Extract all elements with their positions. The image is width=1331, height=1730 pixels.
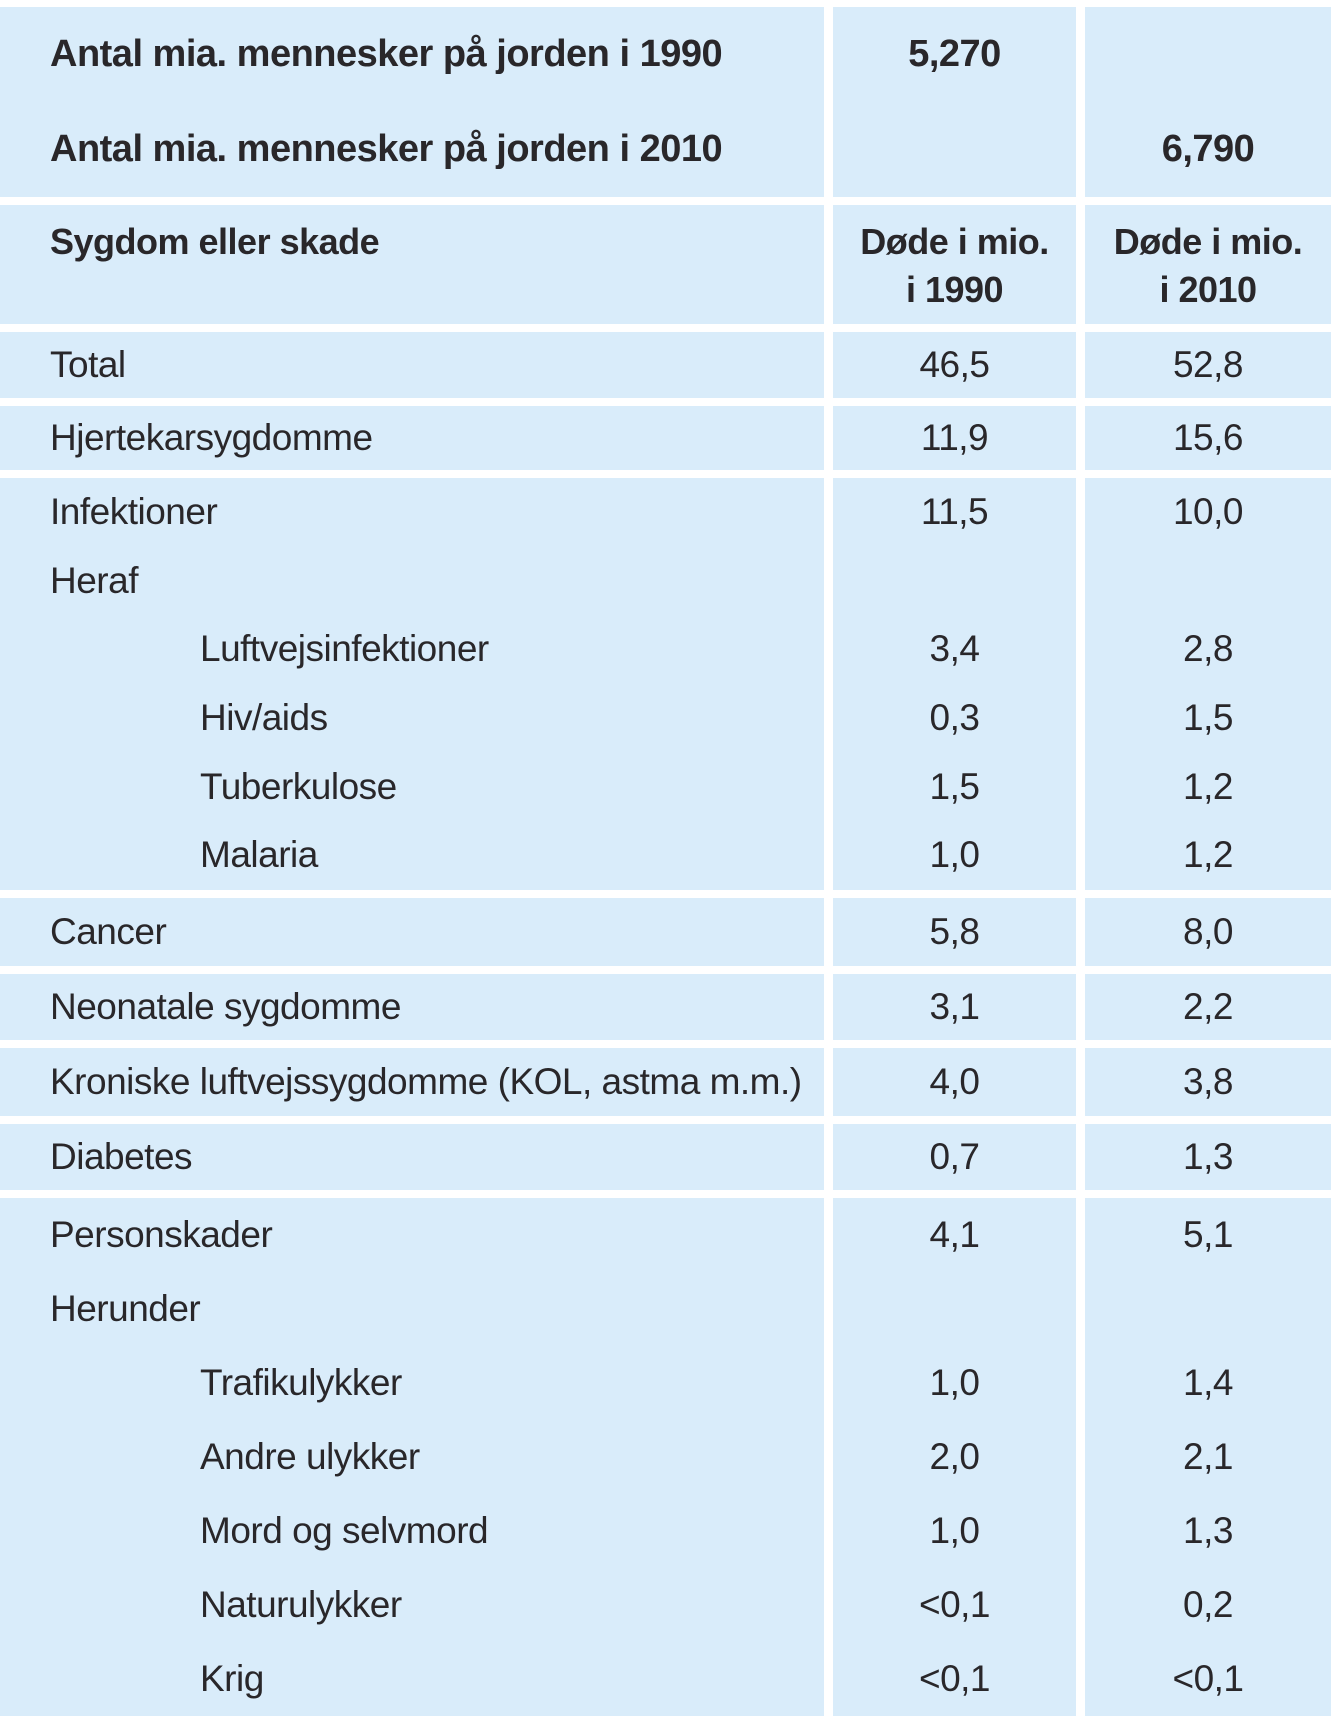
value-1990: 4,1 (833, 1198, 1076, 1272)
neonatal-block (0, 974, 1331, 1040)
divider (0, 324, 1331, 332)
injuries-block (0, 1198, 1331, 1730)
value-1990: 11,9 (833, 406, 1076, 470)
row-label: Tuberkulose (0, 753, 824, 822)
table-row (0, 1124, 1331, 1190)
table-row (0, 102, 1331, 197)
table-row (0, 974, 1331, 1040)
value-1990: 1,5 (833, 753, 1076, 822)
chronic-respiratory-block (0, 1048, 1331, 1116)
divider (0, 1190, 1331, 1198)
divider (0, 398, 1331, 406)
column-header-2010: Døde i mio. i 2010 (1085, 205, 1331, 324)
table-row (0, 406, 1331, 470)
value-2010: 2,8 (1085, 615, 1331, 684)
value-1990: 3,1 (833, 974, 1076, 1040)
value-2010: 3,8 (1085, 1048, 1331, 1116)
value-2010: 5,1 (1085, 1198, 1331, 1272)
table-row (0, 821, 1331, 890)
row-label: Infektioner (0, 478, 824, 547)
divider (0, 1040, 1331, 1048)
row-label: Diabetes (0, 1124, 824, 1190)
table-row (0, 1198, 1331, 1272)
value-1990: 1,0 (833, 1494, 1076, 1568)
value-2010 (1085, 547, 1331, 616)
table-row (0, 1346, 1331, 1420)
value-2010: 6,790 (1085, 102, 1331, 197)
table-row (0, 205, 1331, 324)
table-row (0, 1568, 1331, 1642)
table-row (0, 615, 1331, 684)
row-label: Neonatale sygdomme (0, 974, 824, 1040)
value-1990 (833, 1272, 1076, 1346)
value-1990: <0,1 (833, 1642, 1076, 1716)
value-2010: 2,1 (1085, 1420, 1331, 1494)
value-2010: 10,0 (1085, 478, 1331, 547)
value-2010: 1,2 (1085, 821, 1331, 890)
value-2010: 1,4 (1085, 1346, 1331, 1420)
table-row (0, 753, 1331, 822)
value-1990: 11,5 (833, 478, 1076, 547)
value-2010: 0,2 (1085, 1568, 1331, 1642)
value-2010 (1085, 1272, 1331, 1346)
value-1990: 5,8 (833, 898, 1076, 966)
value-2010: 52,8 (1085, 332, 1331, 398)
value-1990 (833, 547, 1076, 616)
row-label (0, 102, 824, 197)
table-row (0, 332, 1331, 398)
row-label: Naturulykker (0, 1568, 824, 1642)
value-1990: 3,4 (833, 615, 1076, 684)
row-label: Heraf (0, 547, 824, 616)
divider (0, 966, 1331, 974)
row-label: Cancer (0, 898, 824, 966)
group-label-row (0, 547, 1331, 616)
value-2010: 1,5 (1085, 684, 1331, 753)
value-1990: 1,0 (833, 821, 1076, 890)
divider (0, 470, 1331, 478)
value-1990: 0,7 (833, 1124, 1076, 1190)
value-1990: 4,0 (833, 1048, 1076, 1116)
row-label: Total (0, 332, 824, 398)
row-label: Hjertekarsygdomme (0, 406, 824, 470)
total-block (0, 332, 1331, 398)
table-row (0, 1048, 1331, 1116)
value-2010 (1085, 7, 1331, 102)
value-2010: 1,2 (1085, 753, 1331, 822)
divider (0, 890, 1331, 898)
value-1990: 2,0 (833, 1420, 1076, 1494)
row-label: Trafikulykker (0, 1346, 824, 1420)
value-2010: 1,3 (1085, 1494, 1331, 1568)
value-1990: 46,5 (833, 332, 1076, 398)
table-row (0, 898, 1331, 966)
cancer-block (0, 898, 1331, 966)
group-label-row (0, 1272, 1331, 1346)
value-2010: 15,6 (1085, 406, 1331, 470)
column-header-row (0, 205, 1331, 324)
value-2010: 8,0 (1085, 898, 1331, 966)
diabetes-block (0, 1124, 1331, 1190)
value-2010: 1,3 (1085, 1124, 1331, 1190)
row-label: Krig (0, 1642, 824, 1716)
row-label: Malaria (0, 821, 824, 890)
row-label: Luftvejsinfektioner (0, 615, 824, 684)
row-label: Personskader (0, 1198, 824, 1272)
row-label: Hiv/aids (0, 684, 824, 753)
value-1990: 0,3 (833, 684, 1076, 753)
row-label: Mord og selvmord (0, 1494, 824, 1568)
table-row (0, 684, 1331, 753)
column-header-1990: Døde i mio. i 1990 (833, 205, 1076, 324)
table-row (0, 7, 1331, 102)
row-label: Kroniske luftvejssygdomme (KOL, astma m.m.) (0, 1048, 824, 1116)
column-header-disease: Sygdom eller skade (0, 205, 824, 324)
value-1990: 5,270 (833, 7, 1076, 102)
heart-disease-block (0, 406, 1331, 470)
table-row (0, 1642, 1331, 1716)
table-row (0, 478, 1331, 547)
table-row (0, 1494, 1331, 1568)
value-1990: <0,1 (833, 1568, 1076, 1642)
value-2010: 2,2 (1085, 974, 1331, 1040)
population-1990-label: Antal mia. mennesker på jorden i 1990 (50, 32, 723, 75)
row-label: Herunder (0, 1272, 824, 1346)
table-row (0, 1420, 1331, 1494)
value-1990: 1,0 (833, 1346, 1076, 1420)
value-2010: <0,1 (1085, 1642, 1331, 1716)
population-block (0, 7, 1331, 197)
value-1990 (833, 102, 1076, 197)
population-2010-label: Antal mia. mennesker på jorden i 2010 (50, 127, 723, 170)
infections-block (0, 478, 1331, 890)
row-label: Andre ulykker (0, 1420, 824, 1494)
divider (0, 1116, 1331, 1124)
divider (0, 197, 1331, 205)
row-label (0, 7, 824, 102)
